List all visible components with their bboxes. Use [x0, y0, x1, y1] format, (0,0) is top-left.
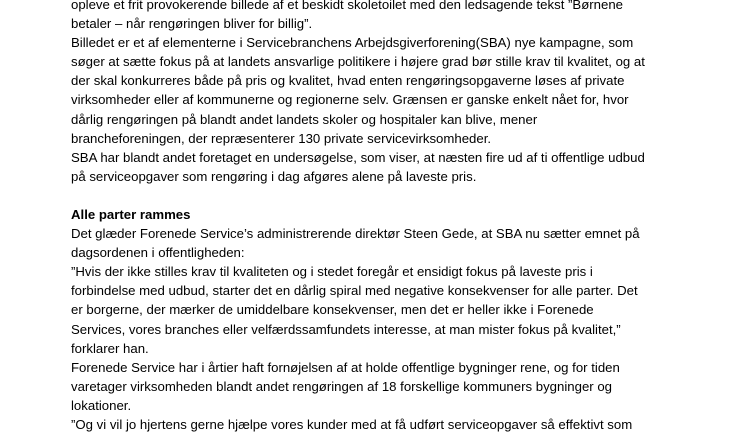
text-line: er borgerne, der mærker de umiddelbare konsekvenser, men det er heller ikke i Forenede [71, 302, 594, 318]
text-line: dagsordenen i offentligheden: [71, 245, 245, 261]
text-line: forklarer han. [71, 340, 149, 356]
quote-paragraph [71, 262, 711, 357]
intro-paragraph [71, 0, 711, 33]
paragraph-spacer [71, 186, 711, 205]
sba-paragraph [71, 33, 711, 148]
text-line: virksomheder eller af kommunerne og regionerne selv. Grænsen er ganske enkelt nået for, hvor [71, 92, 629, 108]
survey-paragraph [71, 148, 711, 186]
text-line: ”Hvis der ikke stilles krav til kvaliteten og i stedet foregår et ensidigt fokus på laveste pris i [71, 264, 593, 280]
text-line: lokationer. [71, 397, 132, 413]
text-line: betaler – når rengøringen bliver for billig”. [71, 16, 313, 32]
company-paragraph [71, 358, 711, 415]
quote-paragraph-2 [71, 415, 711, 434]
text-line: ”Og vi vil jo hjertens gerne hjælpe vores kunder med at få udført serviceopgaver så effektivt som [71, 416, 633, 432]
ceo-paragraph [71, 224, 711, 262]
text-line: SBA har blandt andet foretaget en undersøgelse, som viser, at næsten fire ud af ti offentlige udbud [71, 149, 645, 165]
text-line: Forenede Service har i årtier haft fornøjelsen af at holde offentlige bygninger rene, og for tiden [71, 359, 620, 375]
text-line: opleve et frit provokerende billede af et beskidt skoletoilet med den ledsagende tekst ”Børnene [71, 0, 624, 12]
text-line: forbindelse med udbud, starter det en dårlig spiral med negative konsekvenser for alle parter. Det [71, 283, 638, 299]
text-line: Det glæder Forenede Service’s administrerende direktør Steen Gede, at SBA nu sætter emnet på [71, 226, 640, 242]
text-line: på serviceopgaver som rengøring i dag afgøres alene på laveste pris. [71, 168, 477, 184]
document-page [71, 0, 711, 434]
text-line: brancheforeningen, der repræsenterer 130 private servicevirksomheder. [71, 130, 492, 146]
text-line: Services, vores branches eller velfærdssamfundets interesse, at man mister fokus på kvalitet,” [71, 321, 621, 337]
text-line: søger at sætte fokus på at landets ansvarlige politikere i højere grad bør stille krav til kvalitet, og at [71, 54, 645, 70]
section-heading: Alle parter rammes [71, 206, 191, 222]
text-line: Billedet er et af elementerne i Servicebranchens Arbejdsgiverforening(SBA) nye kampagne, som [71, 35, 634, 51]
text-line: varetager virksomheden blandt andet rengøringen af 18 forskellige kommuners bygninger og [71, 378, 612, 394]
text-line: dårlig rengøringen på blandt andet landets skoler og hospitaler kan blive, mener [71, 111, 538, 127]
text-line: der skal konkurreres både på pris og kvalitet, hvad enten rengøringsopgaverne løses af private [71, 73, 625, 89]
